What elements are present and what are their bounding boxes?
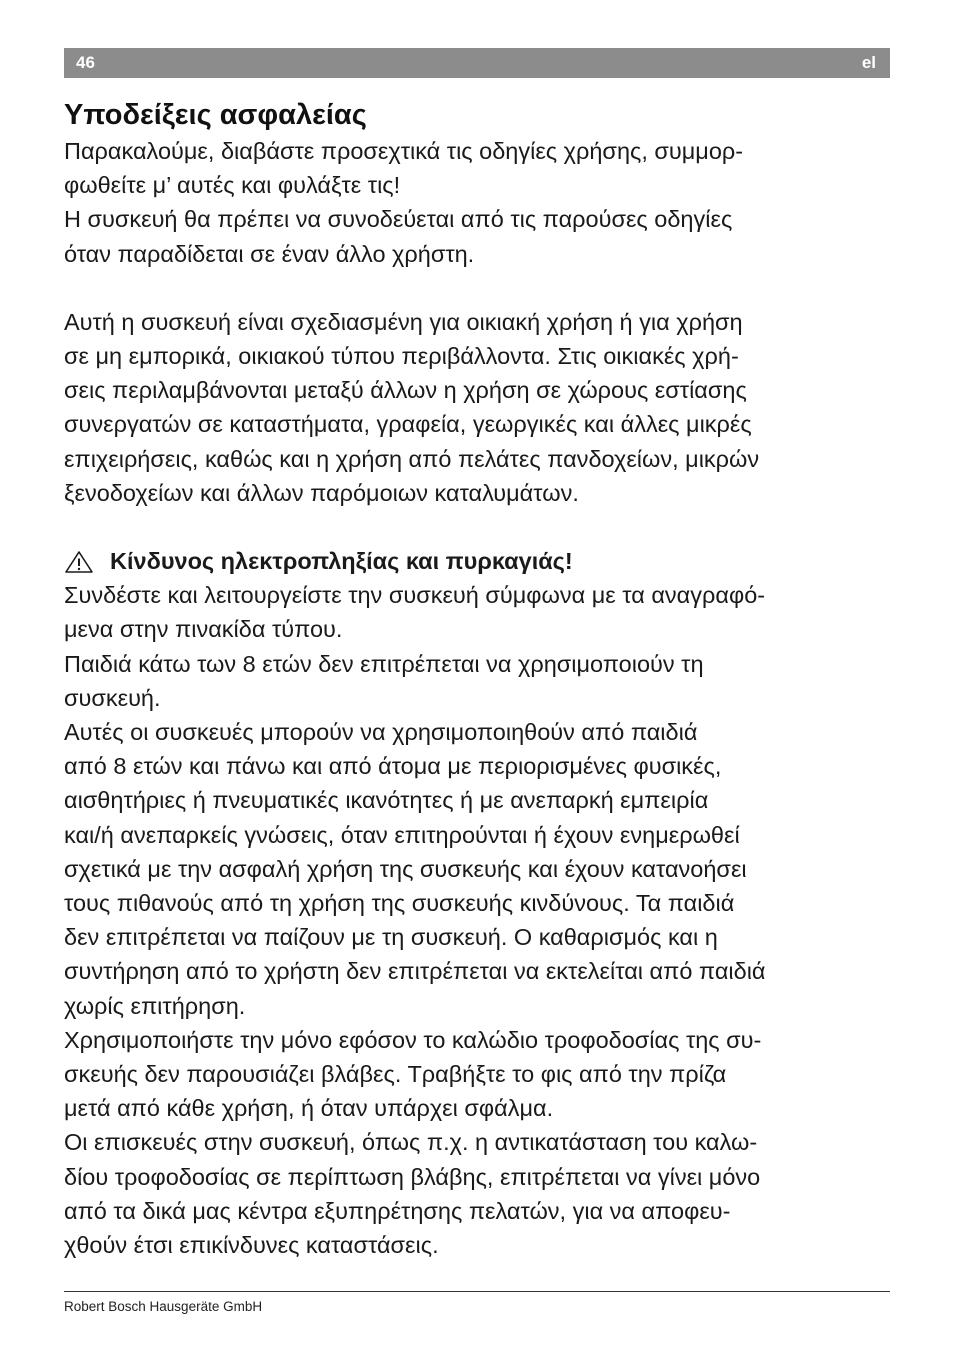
- spacer: [64, 510, 890, 544]
- page-title: Υποδείξεις ασφαλείας: [64, 99, 367, 131]
- warning-heading-text: Κίνδυνος ηλεκτροπληξίας και πυρκαγιάς!: [110, 548, 573, 575]
- warning-triangle-icon: [64, 549, 94, 573]
- paragraph-read-instructions: Παρακαλούμε, διαβάστε προσεχτικά τις οδηγίες χρήσης, συμμορ- φωθείτε μ’ αυτές και φυλάξτε τις!: [64, 138, 744, 199]
- spacer: [64, 271, 890, 305]
- language-code: el: [861, 53, 876, 72]
- paragraph-rating-plate: Συνδέστε και λειτουργείστε την συσκευή σύμφωνα με τα αναγραφό- μενα στην πινακίδα τύπου.: [64, 582, 766, 643]
- page-header-bar: [64, 48, 890, 78]
- document-body: [64, 96, 890, 1262]
- paragraph-supervised-use: Αυτές οι συσκευές μπορούν να χρησιμοποιηθούν από παιδιά από 8 ετών και πάνω και από άτομα με περιορισμένες φυσικές, αισθητήριες ή πνευματικές ικανότητες ή με ανεπαρκή εμπειρία και/ή ανεπαρκείς γνώσεις, όταν επιτηρούνται ή έχουν ενημερωθεί σχετικά με την ασφαλή χρήση της συσκευής και έχουν κατανοήσει τους πιθανούς από τη χρήση της συσκευής κινδύνους. Τα παιδιά δεν επιτρέπεται να παίζουν με τη συσκευή. Ο καθαρισμός και η συντήρηση από το χρήστη δεν επιτρέπεται να εκτελείται από παιδιά χωρίς επιτήρηση.: [64, 719, 766, 1019]
- paragraph-intended-use: Αυτή η συσκευή είναι σχεδιασμένη για οικιακή χρήση ή για χρήση σε μη εμπορικά, οικιακού τύπου περιβάλλοντα. Στις οικιακές χρή- σεις περιλαμβάνονται μεταξύ άλλων η χρήση σε χώρους εστίασης συνεργατών σε καταστήματα, γραφεία, γεωργικές και άλλες μικρές επιχειρήσεις, καθώς και η χρήση από πελάτες πανδοχείων, μικρών ξενοδοχείων και άλλων παρόμοιων καταλυμάτων.: [64, 308, 760, 506]
- paragraph-power-cord: Χρησιμοποιήστε την μόνο εφόσον το καλώδιο τροφοδοσίας της συ- σκευής δεν παρουσιάζει βλάβες. Τραβήξτε το φις από την πρίζα μετά από κάθε χρήση, ή όταν υπάρχει σφάλμα.: [64, 1026, 762, 1122]
- page-number: 46: [76, 53, 95, 72]
- paragraph-pass-on-instructions: Η συσκευή θα πρέπει να συνοδεύεται από τις παρούσες οδηγίες όταν παραδίδεται σε έναν άλλο χρήστη.: [64, 206, 733, 267]
- paragraph-children-under-8: Παιδιά κάτω των 8 ετών δεν επιτρέπεται να χρησιμοποιούν τη συσκευή.: [64, 650, 704, 711]
- paragraph-repairs: Οι επισκευές στην συσκευή, όπως π.χ. η αντικατάσταση του καλω- δίου τροφοδοσίας σε περίπτωση βλάβης, επιτρέπεται να γίνει μόνο από τα δικά μας κέντρα εξυπηρέτησης πελατών, για να αποφευ- χθούν έτσι επικίνδυνες καταστάσεις.: [64, 1129, 761, 1259]
- footer-divider: [64, 1291, 890, 1292]
- footer-company: Robert Bosch Hausgeräte GmbH: [64, 1299, 263, 1314]
- warning-heading: [64, 544, 890, 578]
